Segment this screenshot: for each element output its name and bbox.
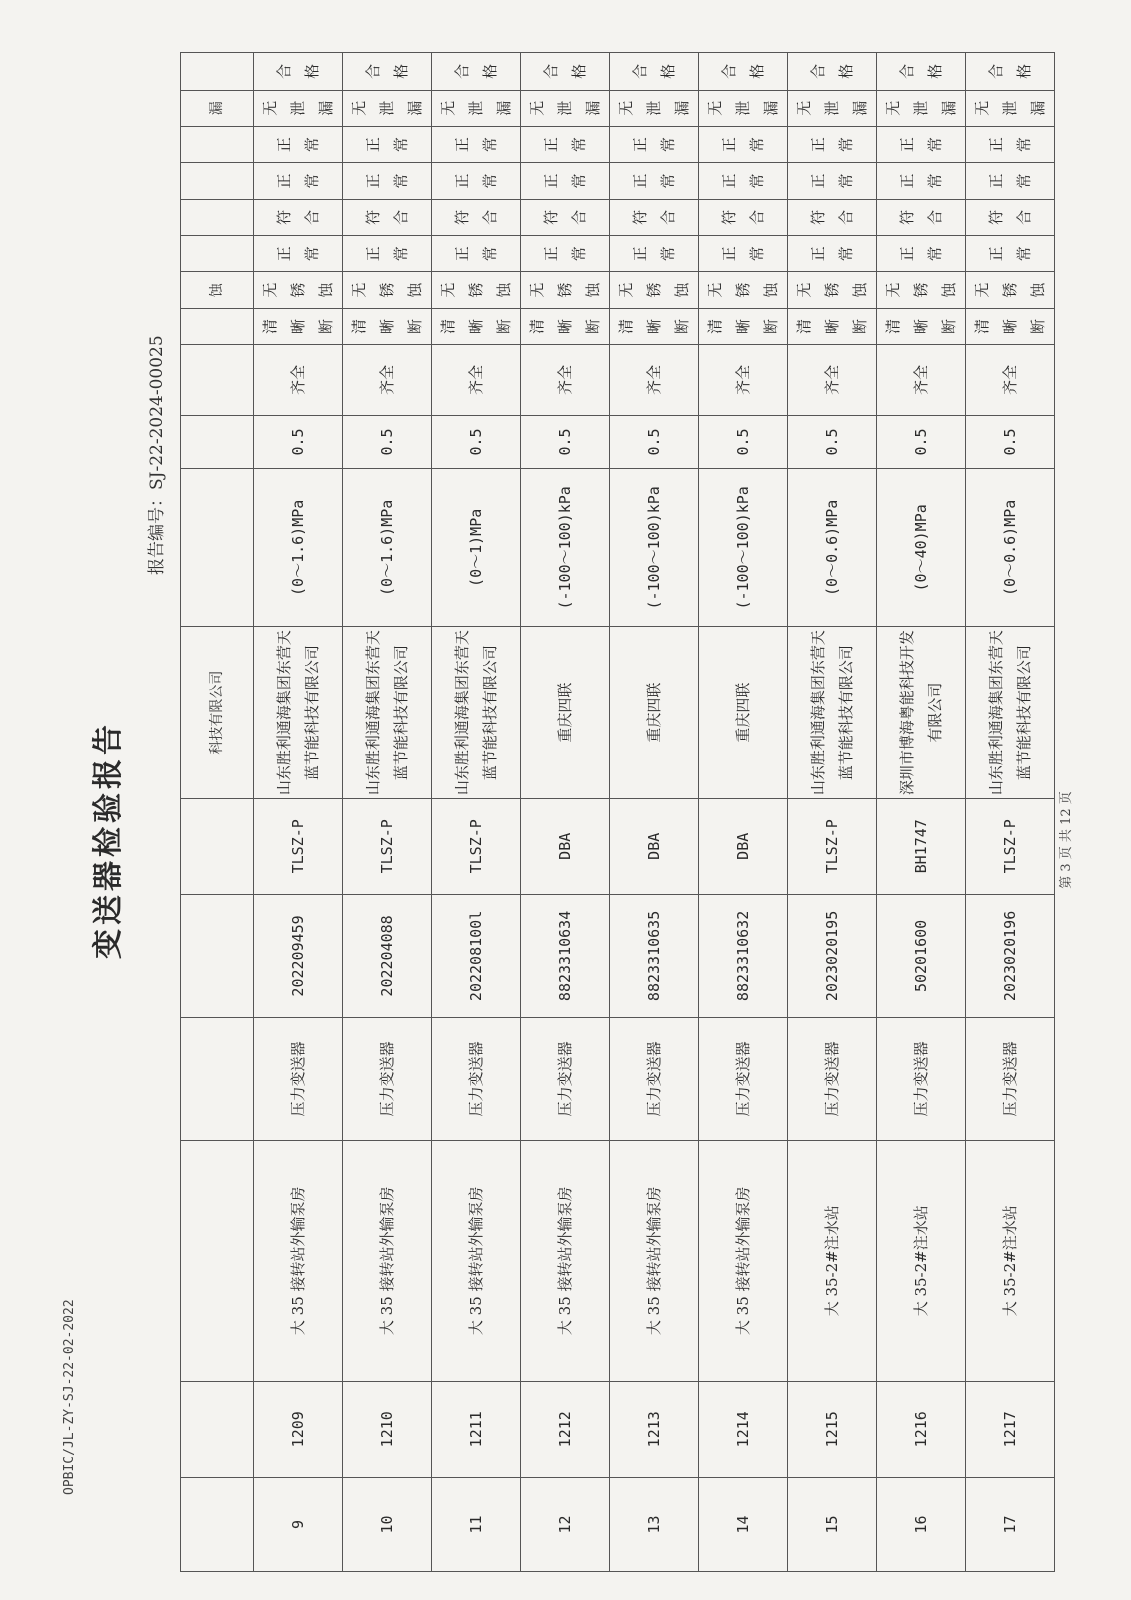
- result-cell: [432, 53, 521, 91]
- seq-cell: 9: [254, 1477, 343, 1571]
- corrosion-cell: [788, 272, 877, 308]
- code-cell: 1209: [254, 1381, 343, 1477]
- model-cell: DBA: [610, 798, 699, 894]
- check-cell-text: 正常: [453, 173, 499, 189]
- marking-cell: [343, 308, 432, 344]
- check-cell-text: 正常: [898, 246, 944, 262]
- leak-header-cont: 漏: [181, 90, 254, 126]
- marking-cell-text: 清晰断: [439, 318, 513, 334]
- conformity-cell: [877, 199, 966, 235]
- check-cell: [877, 126, 966, 162]
- check-cell: [966, 163, 1055, 199]
- range-cell: (0～1.6)MPa: [254, 469, 343, 627]
- serial-cell: 2023020196: [966, 894, 1055, 1017]
- manufacturer-cell: 山东胜利通海集团东营天蓝节能科技有限公司: [343, 627, 432, 798]
- conformity-cell: [254, 199, 343, 235]
- leak-cell: [699, 90, 788, 126]
- result-cell-text: 合格: [453, 63, 499, 79]
- check-cell: [343, 236, 432, 272]
- result-cell-text: 合格: [898, 63, 944, 79]
- manufacturer-cell: 重庆四联: [521, 627, 610, 798]
- corrosion-cell-text: 无锈蚀: [795, 282, 869, 298]
- check-cell: [699, 236, 788, 272]
- result-cell-text: 合格: [987, 63, 1033, 79]
- location-cell: 大 35 接转站外输泵房: [343, 1140, 432, 1381]
- seq-cell: 10: [343, 1477, 432, 1571]
- device-name-cell: 压力变送器: [699, 1017, 788, 1140]
- conformity-cell: [966, 199, 1055, 235]
- result-cell: [966, 53, 1055, 91]
- check-cell: [699, 163, 788, 199]
- corrosion-cell-text: 无锈蚀: [706, 282, 780, 298]
- conformity-cell-text: 符合: [275, 209, 321, 225]
- result-cell: [254, 53, 343, 91]
- serial-cell: 8823310634: [521, 894, 610, 1017]
- leak-cell: [966, 90, 1055, 126]
- manufacturer-cell: 山东胜利通海集团东营天蓝节能科技有限公司: [788, 627, 877, 798]
- table-row: [699, 53, 788, 1572]
- check-cell-text: 正常: [453, 246, 499, 262]
- table-row: [254, 53, 343, 1572]
- corrosion-cell: [966, 272, 1055, 308]
- model-cell: TLSZ-P: [788, 798, 877, 894]
- check-cell: [788, 126, 877, 162]
- check-cell-text: 正常: [542, 246, 588, 262]
- code-cell: 1214: [699, 1381, 788, 1477]
- range-cell: (0～40)MPa: [877, 469, 966, 627]
- conformity-cell: [432, 199, 521, 235]
- model-cell: DBA: [521, 798, 610, 894]
- conformity-cell: [788, 199, 877, 235]
- location-cell: 大 35 接转站外输泵房: [610, 1140, 699, 1381]
- marking-cell: [699, 308, 788, 344]
- marking-cell-text: 清晰断: [973, 318, 1047, 334]
- marking-cell: [610, 308, 699, 344]
- check-cell: [254, 126, 343, 162]
- code-cell: 1213: [610, 1381, 699, 1477]
- seq-cell: 14: [699, 1477, 788, 1571]
- accessories-cell: 齐全: [966, 345, 1055, 416]
- leak-cell: [432, 90, 521, 126]
- leak-cell-text: 无泄漏: [350, 100, 424, 116]
- check-cell-text: 正常: [987, 137, 1033, 153]
- leak-cell-text: 无泄漏: [528, 100, 602, 116]
- report-number: 报告编号：SJ-22-2024-00025: [147, 335, 167, 575]
- marking-cell-text: 清晰断: [617, 318, 691, 334]
- check-cell: [432, 163, 521, 199]
- check-cell: [877, 236, 966, 272]
- page-footer: 第 3 页 共 12 页: [1059, 791, 1074, 889]
- check-cell-text: 正常: [720, 246, 766, 262]
- seq-cell: 11: [432, 1477, 521, 1571]
- check-cell-text: 正常: [275, 246, 321, 262]
- accessories-cell: 齐全: [788, 345, 877, 416]
- marking-cell-text: 清晰断: [350, 318, 424, 334]
- model-cell: BH1747: [877, 798, 966, 894]
- check-cell-text: 正常: [898, 173, 944, 189]
- leak-cell-text: 无泄漏: [261, 100, 335, 116]
- conformity-cell: [343, 199, 432, 235]
- result-cell-text: 合格: [364, 63, 410, 79]
- accessories-cell: 齐全: [254, 345, 343, 416]
- leak-cell: [254, 90, 343, 126]
- check-cell-text: 正常: [453, 137, 499, 153]
- conformity-cell: [521, 199, 610, 235]
- check-cell: [521, 163, 610, 199]
- check-cell: [610, 126, 699, 162]
- corrosion-cell: [699, 272, 788, 308]
- serial-cell: 8823310635: [610, 894, 699, 1017]
- check-cell: [432, 126, 521, 162]
- manufacturer-header-cont: 科技有限公司: [181, 627, 254, 798]
- device-name-cell: 压力变送器: [610, 1017, 699, 1140]
- marking-cell: [254, 308, 343, 344]
- leak-cell: [788, 90, 877, 126]
- result-cell-text: 合格: [631, 63, 677, 79]
- manufacturer-cell: 山东胜利通海集团东营天蓝节能科技有限公司: [254, 627, 343, 798]
- result-cell: [699, 53, 788, 91]
- result-cell: [521, 53, 610, 91]
- leak-cell-text: 无泄漏: [884, 100, 958, 116]
- check-cell: [610, 236, 699, 272]
- accessories-cell: 齐全: [343, 345, 432, 416]
- corrosion-cell: [521, 272, 610, 308]
- check-cell-text: 正常: [809, 173, 855, 189]
- manufacturer-cell: 重庆四联: [610, 627, 699, 798]
- corrosion-cell: [610, 272, 699, 308]
- table-row: [521, 53, 610, 1572]
- conformity-cell-text: 符合: [898, 209, 944, 225]
- accessories-cell: 齐全: [877, 345, 966, 416]
- accuracy-cell: 0.5: [966, 415, 1055, 468]
- table-row: [343, 53, 432, 1572]
- leak-cell-text: 无泄漏: [973, 100, 1047, 116]
- range-cell: (0～0.6)MPa: [788, 469, 877, 627]
- leak-cell-text: 无泄漏: [706, 100, 780, 116]
- marking-cell-text: 清晰断: [528, 318, 602, 334]
- check-cell: [966, 126, 1055, 162]
- corrosion-cell: [254, 272, 343, 308]
- table-row: [877, 53, 966, 1572]
- serial-cell: 8823310632: [699, 894, 788, 1017]
- corrosion-cell: [432, 272, 521, 308]
- conformity-cell-text: 符合: [720, 209, 766, 225]
- result-cell: [610, 53, 699, 91]
- result-cell: [788, 53, 877, 91]
- accuracy-cell: 0.5: [610, 415, 699, 468]
- check-cell-text: 正常: [631, 246, 677, 262]
- code-cell: 1210: [343, 1381, 432, 1477]
- conformity-cell-text: 符合: [453, 209, 499, 225]
- location-cell: 大 35 接转站外输泵房: [432, 1140, 521, 1381]
- marking-cell-text: 清晰断: [884, 318, 958, 334]
- check-cell-text: 正常: [542, 137, 588, 153]
- check-cell-text: 正常: [542, 173, 588, 189]
- code-cell: 1212: [521, 1381, 610, 1477]
- marking-cell: [788, 308, 877, 344]
- corrosion-cell: [343, 272, 432, 308]
- check-cell-text: 正常: [631, 137, 677, 153]
- device-name-cell: 压力变送器: [788, 1017, 877, 1140]
- accuracy-cell: 0.5: [699, 415, 788, 468]
- check-cell: [254, 236, 343, 272]
- check-cell: [254, 163, 343, 199]
- location-cell: 大 35 接转站外输泵房: [254, 1140, 343, 1381]
- conformity-cell-text: 符合: [631, 209, 677, 225]
- code-cell: 1211: [432, 1381, 521, 1477]
- serial-cell: 2023020195: [788, 894, 877, 1017]
- marking-cell: [966, 308, 1055, 344]
- location-cell: 大 35-2#注水站: [788, 1140, 877, 1381]
- accuracy-cell: 0.5: [788, 415, 877, 468]
- range-cell: (0～1.6)MPa: [343, 469, 432, 627]
- serial-cell: 202204088: [343, 894, 432, 1017]
- conformity-cell-text: 符合: [542, 209, 588, 225]
- corrosion-cell-text: 无锈蚀: [261, 282, 335, 298]
- manufacturer-cell: 深圳市博海粤能科技开发有限公司: [877, 627, 966, 798]
- accessories-cell: 齐全: [699, 345, 788, 416]
- check-cell-text: 正常: [987, 173, 1033, 189]
- result-cell: [877, 53, 966, 91]
- accessories-cell: 齐全: [432, 345, 521, 416]
- conformity-cell: [610, 199, 699, 235]
- check-cell: [788, 163, 877, 199]
- code-cell: 1216: [877, 1381, 966, 1477]
- check-cell-text: 正常: [364, 137, 410, 153]
- inspection-table: [180, 52, 1055, 1572]
- leak-cell-text: 无泄漏: [795, 100, 869, 116]
- device-name-cell: 压力变送器: [343, 1017, 432, 1140]
- model-cell: TLSZ-P: [966, 798, 1055, 894]
- device-name-cell: 压力变送器: [432, 1017, 521, 1140]
- check-cell-text: 正常: [898, 137, 944, 153]
- accuracy-cell: 0.5: [877, 415, 966, 468]
- marking-cell-text: 清晰断: [795, 318, 869, 334]
- check-cell-text: 正常: [275, 173, 321, 189]
- check-cell-text: 正常: [720, 137, 766, 153]
- corrosion-cell: [877, 272, 966, 308]
- leak-cell: [610, 90, 699, 126]
- result-cell: [343, 53, 432, 91]
- model-cell: TLSZ-P: [432, 798, 521, 894]
- check-cell: [788, 236, 877, 272]
- range-cell: (-100～100)kPa: [521, 469, 610, 627]
- table-row: [788, 53, 877, 1572]
- marking-cell: [432, 308, 521, 344]
- model-cell: TLSZ-P: [343, 798, 432, 894]
- marking-cell: [521, 308, 610, 344]
- range-cell: (-100～100)kPa: [699, 469, 788, 627]
- check-cell-text: 正常: [987, 246, 1033, 262]
- marking-cell-text: 清晰断: [261, 318, 335, 334]
- range-cell: (0～0.6)MPa: [966, 469, 1055, 627]
- device-name-cell: 压力变送器: [521, 1017, 610, 1140]
- code-cell: 1215: [788, 1381, 877, 1477]
- location-cell: 大 35 接转站外输泵房: [699, 1140, 788, 1381]
- code-cell: 1217: [966, 1381, 1055, 1477]
- serial-cell: 202208100l: [432, 894, 521, 1017]
- device-name-cell: 压力变送器: [877, 1017, 966, 1140]
- table-row: [966, 53, 1055, 1572]
- accessories-cell: 齐全: [610, 345, 699, 416]
- report-title: 变送器检验报告: [91, 721, 126, 959]
- marking-cell: [877, 308, 966, 344]
- check-cell-text: 正常: [364, 246, 410, 262]
- check-cell-text: 正常: [720, 173, 766, 189]
- check-cell-text: 正常: [809, 246, 855, 262]
- check-cell: [343, 163, 432, 199]
- check-cell-text: 正常: [631, 173, 677, 189]
- corrosion-cell-text: 无锈蚀: [439, 282, 513, 298]
- check-cell: [521, 236, 610, 272]
- conformity-cell-text: 符合: [809, 209, 855, 225]
- accuracy-cell: 0.5: [254, 415, 343, 468]
- seq-cell: 17: [966, 1477, 1055, 1571]
- corrosion-cell-text: 无锈蚀: [617, 282, 691, 298]
- leak-cell: [521, 90, 610, 126]
- corrosion-cell-text: 无锈蚀: [884, 282, 958, 298]
- location-cell: 大 35-2#注水站: [966, 1140, 1055, 1381]
- corrosion-cell-text: 无锈蚀: [973, 282, 1047, 298]
- corrosion-cell-text: 无锈蚀: [350, 282, 424, 298]
- check-cell: [521, 126, 610, 162]
- leak-cell-text: 无泄漏: [617, 100, 691, 116]
- check-cell-text: 正常: [809, 137, 855, 153]
- device-name-cell: 压力变送器: [966, 1017, 1055, 1140]
- serial-cell: 50201600: [877, 894, 966, 1017]
- manufacturer-cell: 山东胜利通海集团东营天蓝节能科技有限公司: [966, 627, 1055, 798]
- range-cell: (-100～100)kPa: [610, 469, 699, 627]
- result-cell-text: 合格: [542, 63, 588, 79]
- conformity-cell-text: 符合: [987, 209, 1033, 225]
- table-row: [432, 53, 521, 1572]
- leak-cell: [877, 90, 966, 126]
- accessories-cell: 齐全: [521, 345, 610, 416]
- seq-cell: 15: [788, 1477, 877, 1571]
- conformity-cell-text: 符合: [364, 209, 410, 225]
- device-name-cell: 压力变送器: [254, 1017, 343, 1140]
- model-cell: DBA: [699, 798, 788, 894]
- manufacturer-cell: 山东胜利通海集团东营天蓝节能科技有限公司: [432, 627, 521, 798]
- check-cell: [432, 236, 521, 272]
- document-code: OPBIC/JL-ZY-SJ-22-02-2022: [62, 1299, 77, 1495]
- leak-cell-text: 无泄漏: [439, 100, 513, 116]
- table-row: [610, 53, 699, 1572]
- check-cell-text: 正常: [364, 173, 410, 189]
- seq-cell: 16: [877, 1477, 966, 1571]
- accuracy-cell: 0.5: [343, 415, 432, 468]
- model-cell: TLSZ-P: [254, 798, 343, 894]
- result-cell-text: 合格: [720, 63, 766, 79]
- result-cell-text: 合格: [275, 63, 321, 79]
- check-cell: [699, 126, 788, 162]
- check-cell: [610, 163, 699, 199]
- corrosion-header-cont: 蚀: [181, 272, 254, 308]
- check-cell: [966, 236, 1055, 272]
- serial-cell: 202209459: [254, 894, 343, 1017]
- location-cell: 大 35-2#注水站: [877, 1140, 966, 1381]
- seq-cell: 13: [610, 1477, 699, 1571]
- check-cell: [343, 126, 432, 162]
- result-cell-text: 合格: [809, 63, 855, 79]
- check-cell: [877, 163, 966, 199]
- seq-cell: 12: [521, 1477, 610, 1571]
- manufacturer-cell: 重庆四联: [699, 627, 788, 798]
- accuracy-cell: 0.5: [521, 415, 610, 468]
- leak-cell: [343, 90, 432, 126]
- conformity-cell: [699, 199, 788, 235]
- check-cell-text: 正常: [275, 137, 321, 153]
- marking-cell-text: 清晰断: [706, 318, 780, 334]
- continued-header-row: [181, 53, 254, 1572]
- accuracy-cell: 0.5: [432, 415, 521, 468]
- range-cell: (0～1)MPa: [432, 469, 521, 627]
- corrosion-cell-text: 无锈蚀: [528, 282, 602, 298]
- location-cell: 大 35 接转站外输泵房: [521, 1140, 610, 1381]
